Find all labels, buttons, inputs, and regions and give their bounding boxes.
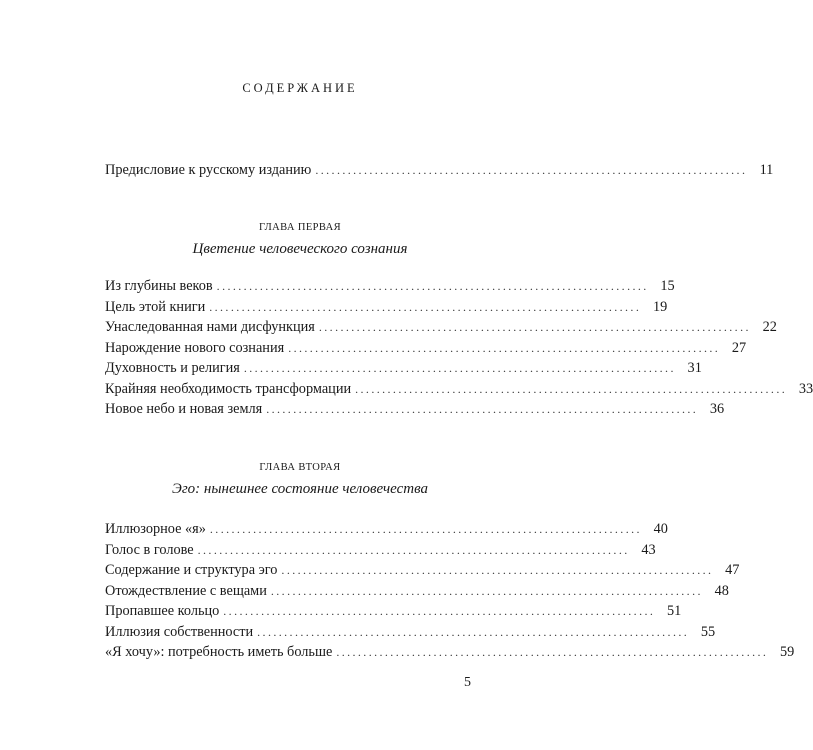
entry-page-number: 31 (687, 360, 702, 376)
toc-entry[interactable] (105, 642, 795, 663)
entry-page-number: 43 (641, 541, 656, 558)
dot-leader: ................................................................................ (223, 604, 656, 618)
entry-page-number: 27 (731, 339, 747, 356)
toc-entry[interactable] (105, 297, 668, 318)
entry-title: Голос в голове (105, 541, 194, 558)
toc-entry[interactable] (105, 540, 656, 561)
entry-page-number: 55 (700, 623, 716, 640)
dot-leader: ................................................................................ (315, 163, 748, 177)
dot-leader: ................................................................................ (355, 381, 788, 396)
entry-page-number: 36 (709, 401, 725, 417)
entry-title: Отождествление с вещами (105, 582, 267, 599)
entry-page-number: 11 (759, 162, 774, 178)
chapter-2-label: ГЛАВА ВТОРАЯ (259, 462, 341, 473)
entry-title: Унаследованная нами дисфункция (105, 319, 315, 335)
entry-title: Содержание и структура эго (105, 562, 278, 578)
entry-title: Нарождение нового сознания (105, 339, 285, 356)
entry-title: «Я хочу»: потребность иметь больше (105, 644, 333, 660)
toc-entry[interactable] (105, 276, 675, 297)
entry-title: Из глубины веков (105, 278, 213, 294)
chapter-2-title: Эго: нынешнее состояние человечества (172, 481, 428, 497)
entry-title: Цель этой книги (105, 298, 206, 315)
toc-entry[interactable] (105, 338, 747, 359)
dot-leader: ................................................................................ (288, 340, 721, 355)
entry-title: Духовность и религия (105, 360, 240, 376)
entry-title: Крайняя необходимость трансформации (105, 380, 352, 397)
toc-entry[interactable] (105, 379, 813, 400)
dot-leader: ................................................................................ (243, 361, 676, 375)
entry-title: Иллюзия собственности (105, 623, 254, 640)
dot-leader: ................................................................................ (216, 279, 649, 293)
entry-page-number: 15 (660, 278, 675, 294)
entry-page-number: 33 (798, 380, 813, 397)
toc-entry-preface[interactable] (105, 160, 774, 181)
dot-leader: ................................................................................ (209, 522, 642, 536)
dot-leader: ................................................................................ (270, 583, 703, 598)
entry-title: Новое небо и новая земля (105, 401, 263, 417)
dot-leader: ................................................................................ (318, 320, 751, 334)
dot-leader: ................................................................................ (197, 542, 630, 557)
entry-title: Предисловие к русскому изданию (105, 162, 312, 178)
toc-entry[interactable] (105, 399, 725, 420)
page-title: СОДЕРЖАНИЕ (242, 81, 358, 95)
entry-page-number: 47 (725, 562, 740, 578)
chapter-1-title: Цветение человеческого сознания (192, 241, 408, 257)
toc-entry[interactable] (105, 317, 777, 338)
entry-page-number: 51 (666, 603, 682, 619)
entry-page-number: 40 (653, 521, 668, 537)
entry-page-number: 59 (780, 644, 795, 660)
toc-entry[interactable] (105, 581, 729, 602)
chapter-1-entries (105, 276, 813, 420)
toc-entry[interactable] (105, 519, 668, 540)
chapter-2-entries (105, 519, 795, 663)
toc-entry[interactable] (105, 622, 716, 643)
page-number: 5 (464, 675, 471, 690)
entry-page-number: 19 (652, 298, 668, 315)
dot-leader: ................................................................................ (257, 624, 690, 639)
entry-page-number: 48 (714, 582, 729, 599)
chapter-1-label: ГЛАВА ПЕРВАЯ (258, 222, 342, 233)
toc-entry[interactable] (105, 560, 740, 581)
entry-title: Иллюзорное «я» (105, 521, 206, 537)
dot-leader: ................................................................................ (266, 402, 699, 416)
toc-entry[interactable] (105, 358, 702, 379)
dot-leader: ................................................................................ (209, 299, 642, 314)
preface-list (105, 160, 774, 181)
entry-page-number: 22 (762, 319, 777, 335)
dot-leader: ................................................................................ (281, 563, 714, 577)
dot-leader: ................................................................................ (336, 645, 769, 659)
toc-entry[interactable] (105, 601, 682, 622)
entry-title: Пропавшее кольцо (105, 603, 220, 619)
